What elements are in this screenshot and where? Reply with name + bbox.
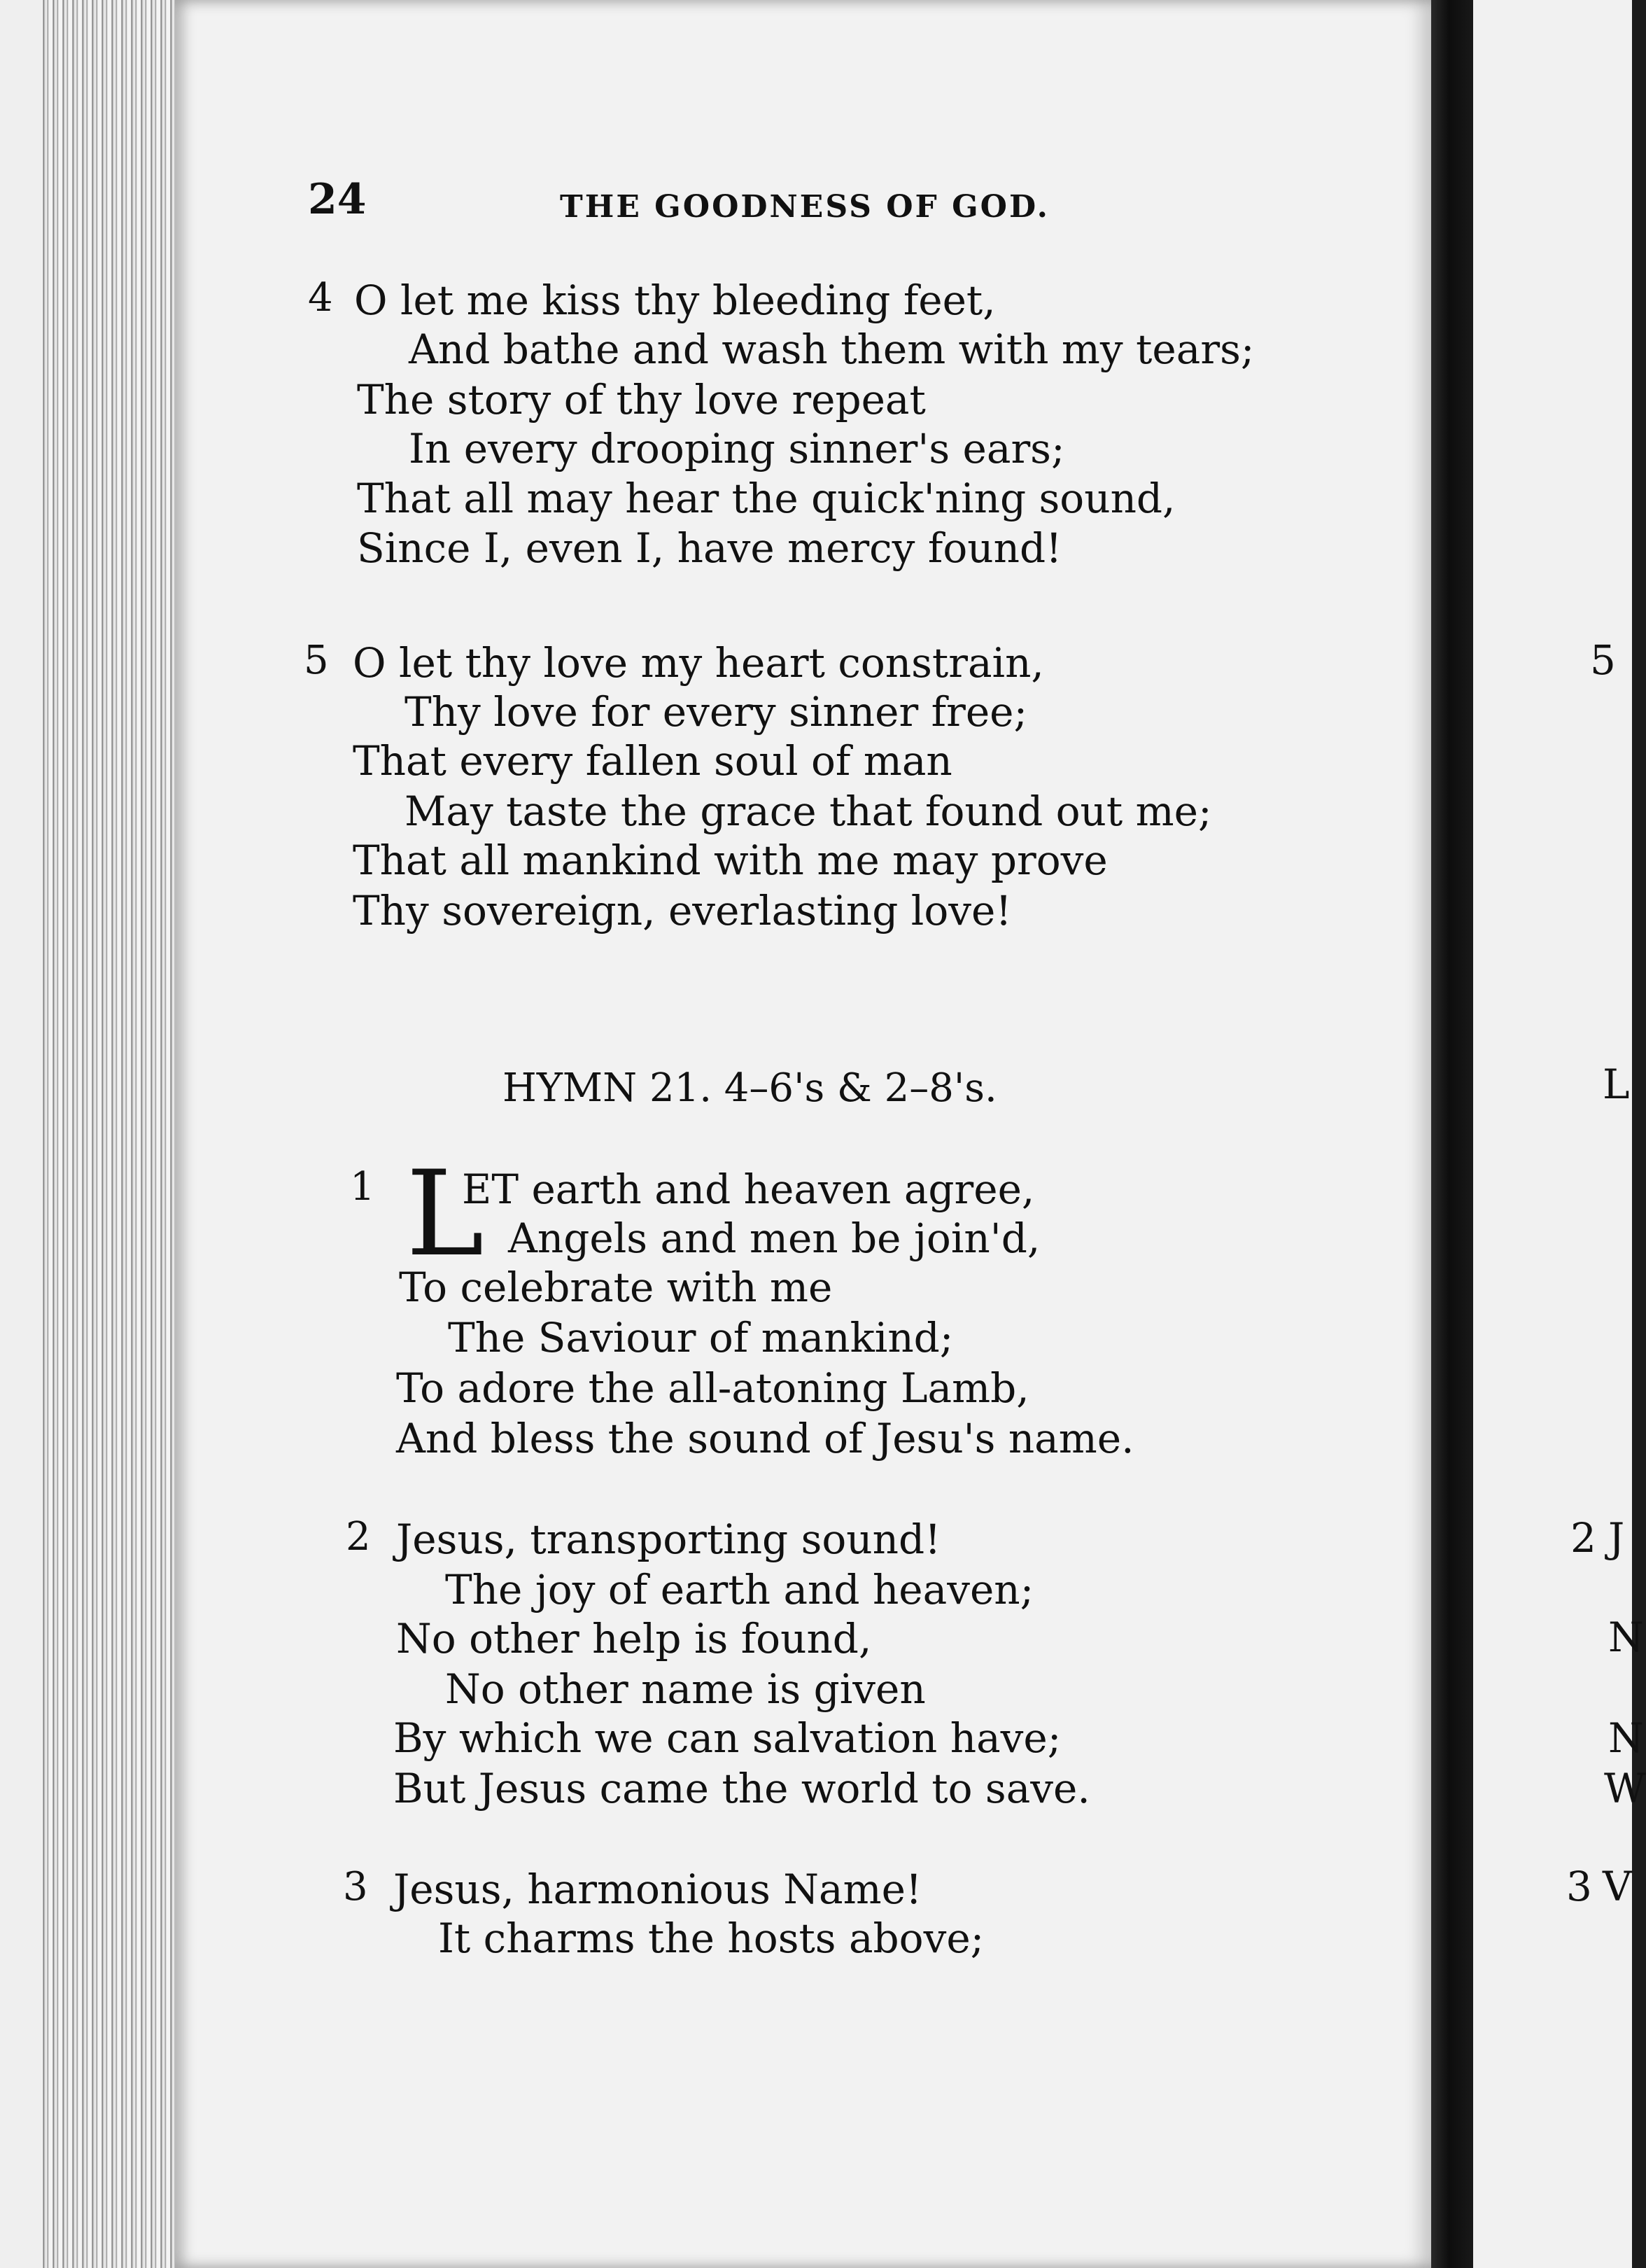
verse-line: No other name is given	[445, 1665, 926, 1713]
facing-page-fragment: N	[1608, 1614, 1644, 1661]
verse-line: To adore the all-atoning Lamb,	[396, 1364, 1029, 1412]
verse-line: That every fallen soul of man	[353, 737, 952, 785]
verse-line: The story of thy love repeat	[357, 376, 926, 424]
book-gutter	[1431, 0, 1476, 2268]
verse-line: Jesus, transporting sound!	[396, 1516, 941, 1563]
verse-line: Since I, even I, have mercy found!	[357, 524, 1062, 572]
verse-line: Thy love for every sinner free;	[405, 688, 1028, 736]
stanza-number: 2	[346, 1514, 371, 1560]
verse-line: But Jesus came the world to save.	[393, 1765, 1090, 1812]
verse-line: May taste the grace that found out me;	[405, 788, 1212, 835]
stanza-number: 4	[308, 275, 333, 321]
verse-line: O let me kiss thy bleeding feet,	[354, 276, 996, 324]
page-number: 24	[308, 175, 367, 224]
verse-line: The joy of earth and heaven;	[445, 1566, 1034, 1614]
verse-line: And bless the sound of Jesu's name.	[396, 1415, 1134, 1462]
running-head: THE GOODNESS OF GOD.	[560, 189, 1050, 225]
page-edges	[0, 0, 189, 2268]
stanza-number: 5	[304, 638, 329, 683]
verse-line: The Saviour of mankind;	[448, 1314, 954, 1362]
facing-page-fragment: 5	[1590, 636, 1616, 684]
verse-line: Angels and men be join'd,	[508, 1214, 1041, 1262]
facing-page	[1473, 0, 1632, 2268]
stanza-number: 1	[350, 1164, 375, 1210]
stanza-number: 3	[343, 1864, 368, 1910]
verse-line: ET earth and heaven agree,	[462, 1166, 1035, 1213]
facing-page-fragment: 3	[1566, 1863, 1592, 1910]
verse-line: That all may hear the quick'ning sound,	[357, 475, 1176, 522]
verse-line: That all mankind with me may prove	[353, 836, 1108, 884]
facing-page-fragment: J	[1608, 1514, 1625, 1562]
verse-line: And bathe and wash them with my tears;	[409, 326, 1255, 373]
verse-line: In every drooping sinner's ears;	[409, 425, 1065, 472]
verse-line: No other help is found,	[396, 1615, 872, 1662]
verse-line: By which we can salvation have;	[393, 1714, 1062, 1762]
facing-page-fragment: N	[1608, 1714, 1644, 1762]
verse-line: It charms the hosts above;	[438, 1914, 985, 1962]
facing-page-fragment: 2	[1570, 1514, 1596, 1562]
facing-page-fragment: V	[1603, 1863, 1632, 1910]
verse-line: O let thy love my heart constrain,	[353, 639, 1044, 687]
facing-page-fragment: W	[1604, 1765, 1646, 1812]
facing-page-fragment: L	[1603, 1060, 1630, 1108]
verse-line: To celebrate with me	[399, 1264, 833, 1311]
drop-cap: L	[406, 1145, 484, 1282]
hymn-title: HYMN 21. 4–6's & 2–8's.	[502, 1065, 997, 1111]
verse-line: Thy sovereign, everlasting love!	[353, 887, 1012, 934]
verse-line: Jesus, harmonious Name!	[393, 1865, 922, 1913]
